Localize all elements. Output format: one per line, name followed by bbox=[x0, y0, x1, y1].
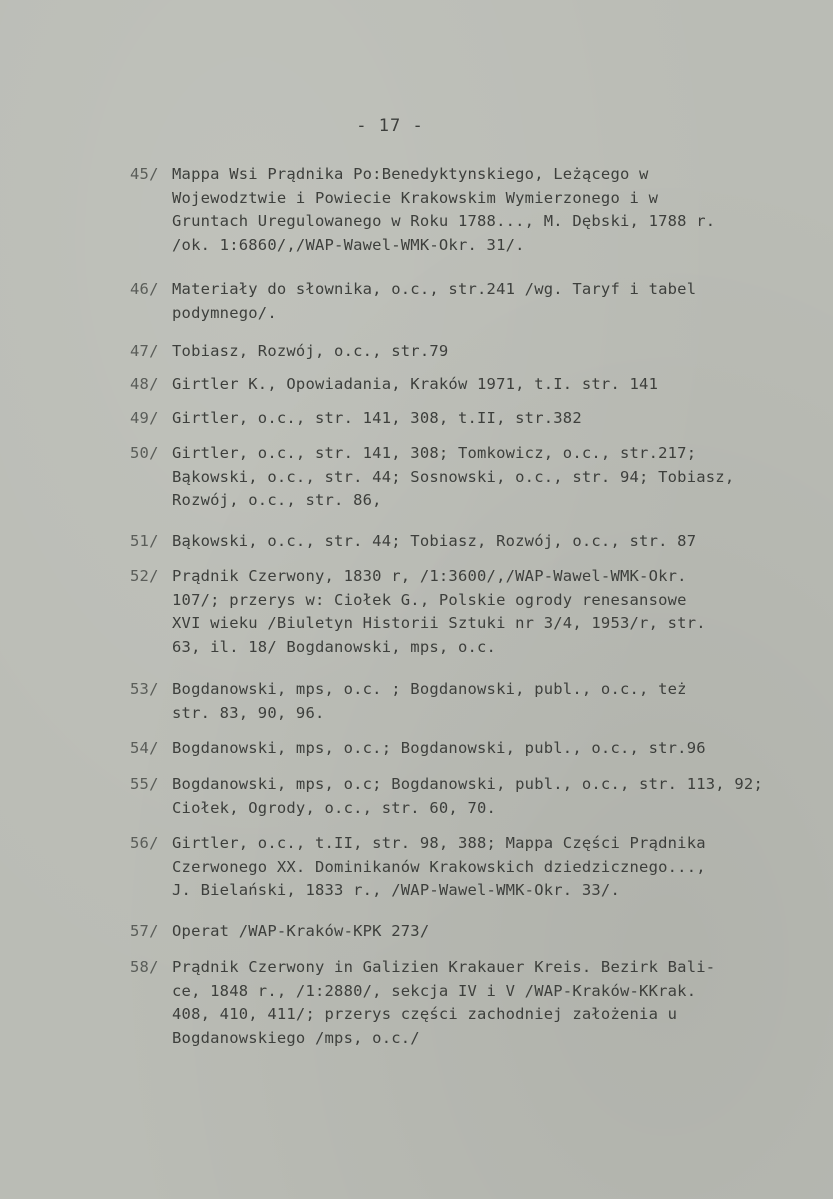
footnote-55 bbox=[130, 773, 790, 820]
footnote-line: podymnego/. bbox=[172, 303, 277, 322]
footnote-line: Bogdanowski, mps, o.c.; Bogdanowski, publ., o.c., str.96 bbox=[172, 739, 706, 757]
footnote-line: 408, 410, 411/; przerys części zachodniej założenia u bbox=[172, 1005, 678, 1023]
footnote-line: Bogdanowski, mps, o.c. ; Bogdanowski, publ., o.c., też bbox=[172, 680, 687, 698]
footnote-line: Bogdanowski, mps, o.c; Bogdanowski, publ., o.c., str. 113, 92; bbox=[172, 775, 763, 793]
footnote-56 bbox=[130, 832, 790, 903]
footnote-number: 55/ bbox=[130, 775, 159, 793]
footnote-line: Operat /WAP-Kraków-KPK 273/ bbox=[172, 922, 430, 940]
footnote-line: ce, 1848 r., /1:2880/, sekcja IV i V /WAP-Kraków-KKrak. bbox=[172, 981, 697, 1000]
footnote-line: XVI wieku /Biuletyn Historii Sztuki nr 3/4, 1953/r, str. bbox=[172, 614, 706, 632]
footnote-line: Materiały do słownika, o.c., str.241 /wg. Taryf i tabel bbox=[172, 280, 697, 298]
footnote-number: 56/ bbox=[130, 834, 159, 852]
footnote-number: 52/ bbox=[130, 567, 159, 585]
footnote-line: Girtler, o.c., str. 141, 308, t.II, str.382 bbox=[172, 409, 582, 427]
footnote-51 bbox=[130, 530, 790, 554]
footnote-49 bbox=[130, 407, 790, 431]
footnote-number: 50/ bbox=[130, 444, 159, 462]
footnote-line: Girtler, o.c., str. 141, 308; Tomkowicz, o.c., str.217; bbox=[172, 444, 697, 462]
footnote-line: Wojewodztwie i Powiecie Krakowskim Wymierzonego i w bbox=[172, 188, 659, 207]
footnote-number: 54/ bbox=[130, 739, 159, 757]
footnote-48 bbox=[130, 373, 790, 397]
page-number: - 17 - bbox=[356, 116, 424, 136]
footnote-line: Tobiasz, Rozwój, o.c., str.79 bbox=[172, 342, 449, 360]
footnote-line: J. Bielański, 1833 r., /WAP-Wawel-WMK-Okr. 33/. bbox=[172, 881, 620, 899]
footnote-58 bbox=[130, 956, 790, 1050]
footnote-54 bbox=[130, 737, 790, 761]
footnote-number: 53/ bbox=[130, 680, 159, 698]
footnote-53 bbox=[130, 678, 790, 725]
footnote-line: 63, il. 18/ Bogdanowski, mps, o.c. bbox=[172, 637, 497, 656]
footnote-number: 48/ bbox=[130, 375, 159, 393]
footnote-number: 58/ bbox=[130, 958, 159, 976]
footnote-line: Prądnik Czerwony, 1830 r, /1:3600/,/WAP-Wawel-WMK-Okr. bbox=[172, 567, 687, 585]
footnote-line: Bąkowski, o.c., str. 44; Tobiasz, Rozwój, o.c., str. 87 bbox=[172, 532, 697, 550]
footnote-57 bbox=[130, 920, 790, 944]
footnote-line: Ciołek, Ogrody, o.c., str. 60, 70. bbox=[172, 798, 497, 817]
footnote-line: Bąkowski, o.c., str. 44; Sosnowski, o.c., str. 94; Tobiasz, bbox=[172, 467, 735, 486]
footnote-line: Mappa Wsi Prądnika Po:Benedyktynskiego, Leżącego w bbox=[172, 165, 649, 183]
footnote-number: 45/ bbox=[130, 165, 159, 183]
footnote-46 bbox=[130, 278, 790, 325]
footnote-line: /ok. 1:6860/,/WAP-Wawel-WMK-Okr. 31/. bbox=[172, 235, 525, 254]
footnote-47 bbox=[130, 340, 790, 364]
footnote-52 bbox=[130, 565, 790, 659]
footnote-50 bbox=[130, 442, 790, 513]
footnote-line: Prądnik Czerwony in Galizien Krakauer Kreis. Bezirk Bali- bbox=[172, 958, 716, 976]
footnote-line: Rozwój, o.c., str. 86, bbox=[172, 491, 382, 509]
footnote-line: str. 83, 90, 96. bbox=[172, 703, 325, 722]
footnote-number: 46/ bbox=[130, 280, 159, 298]
footnote-line: Gruntach Uregulowanego w Roku 1788..., M. Dębski, 1788 r. bbox=[172, 212, 716, 230]
footnote-number: 47/ bbox=[130, 342, 159, 360]
footnote-line: Czerwonego XX. Dominikanów Krakowskich dziedzicznego..., bbox=[172, 857, 706, 876]
footnote-line: 107/; przerys w: Ciołek G., Polskie ogrody renesansowe bbox=[172, 590, 687, 609]
footnote-line: Bogdanowskiego /mps, o.c./ bbox=[172, 1028, 420, 1047]
footnote-line: Girtler K., Opowiadania, Kraków 1971, t.I. str. 141 bbox=[172, 375, 659, 393]
footnote-number: 51/ bbox=[130, 532, 159, 550]
footnote-number: 57/ bbox=[130, 922, 159, 940]
footnote-line: Girtler, o.c., t.II, str. 98, 388; Mappa Części Prądnika bbox=[172, 834, 706, 852]
footnote-45 bbox=[130, 163, 790, 257]
footnote-number: 49/ bbox=[130, 409, 159, 427]
